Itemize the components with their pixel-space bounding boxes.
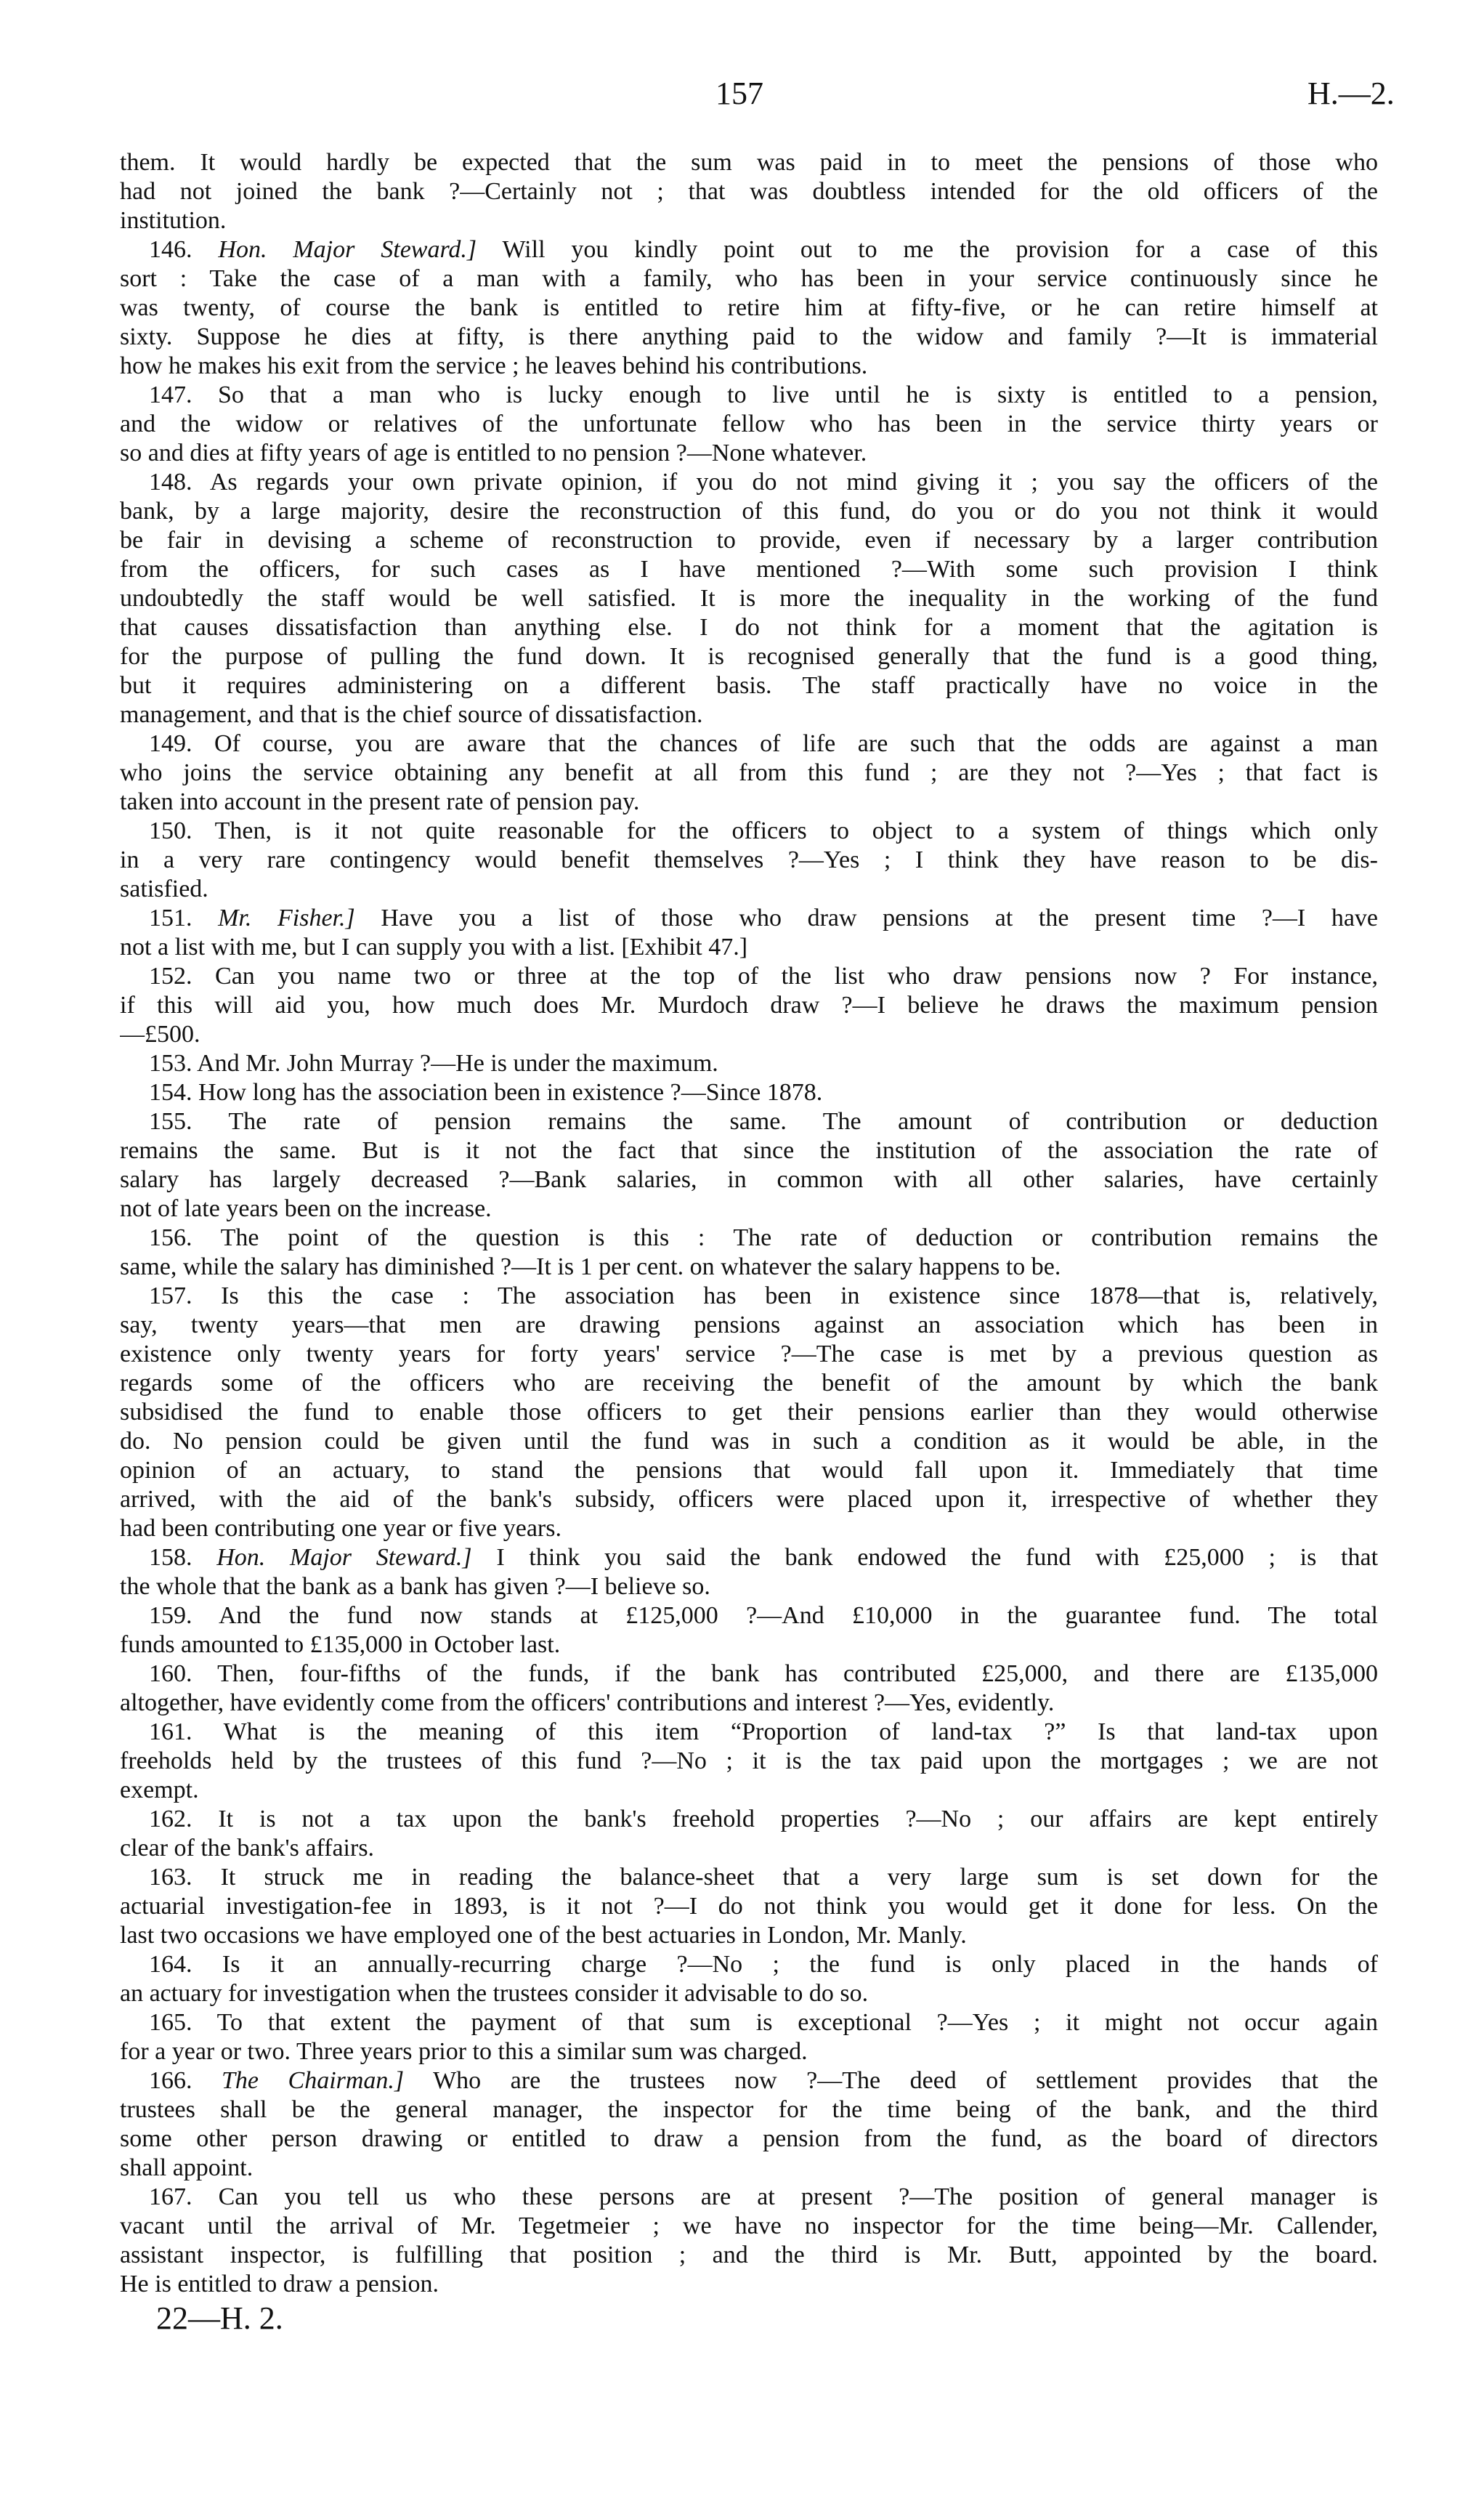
line-text: exempt. [120, 1777, 199, 1803]
line-text: satisfied. [120, 876, 208, 902]
line-text: for a year or two. Three years prior to this a similar sum was charged. [120, 2038, 808, 2065]
line-text: so and dies at fifty years of age is entitled to no pension ?—None whatever. [120, 440, 867, 466]
text-line [120, 1136, 1378, 1165]
line-text: not a list with me, but I can supply you with a list. [Exhibit 47.] [120, 934, 748, 961]
line-text: So that a man who is lucky enough to live until he is sixty is entitled to a pension, [217, 381, 1378, 408]
text-line [120, 642, 1378, 671]
text-line [120, 1747, 1378, 1776]
text-line [120, 148, 1378, 177]
question-paragraph [120, 729, 1378, 817]
text-line [120, 1485, 1378, 1514]
text-line [120, 1165, 1378, 1195]
question-number: 161. [149, 1718, 192, 1745]
text-line [120, 468, 1378, 497]
text-line [120, 1718, 1378, 1747]
page-number: 157 [715, 76, 763, 111]
line-text: arrived, with the aid of the bank's subsidy, officers were placed upon it, irrespective of whether they [120, 1486, 1378, 1513]
text-line [120, 1078, 1378, 1107]
line-text: What is the meaning of this item “Proportion of land-tax ?” Is that land-tax upon [223, 1718, 1378, 1745]
text-line [120, 1049, 1378, 1078]
line-text: not of late years been on the increase. [120, 1195, 492, 1222]
text-line [120, 1921, 1378, 1950]
line-text: say, twenty years—that men are drawing pensions against an association which has been in [120, 1311, 1378, 1338]
question-number: 154. [149, 1079, 192, 1106]
text-line [120, 2037, 1378, 2066]
line-text: He is entitled to draw a pension. [120, 2271, 439, 2297]
text-line [120, 700, 1378, 729]
text-line [120, 1805, 1378, 1834]
question-paragraph [120, 468, 1378, 729]
line-text: some other person drawing or entitled to draw a pension from the fund, as the board of directors [120, 2125, 1378, 2152]
question-number: 152. [149, 963, 192, 990]
text-line [120, 1863, 1378, 1892]
text-line [120, 1834, 1378, 1863]
speaker-name: Hon. Major Steward.] [218, 236, 477, 263]
speaker-name: Hon. Major Steward.] [216, 1544, 472, 1571]
line-text: Then, four-fifths of the funds, if the bank has contributed £25,000, and there are £135,000 [217, 1660, 1378, 1687]
text-line [120, 2183, 1378, 2212]
line-text: How long has the association been in existence ?—Since 1878. [198, 1079, 823, 1106]
line-text: actuarial investigation-fee in 1893, is it not ?—I do not think you would get it done for less. On the [120, 1893, 1378, 1920]
line-text: institution. [120, 207, 227, 234]
text-line [120, 206, 1378, 235]
text-line [120, 2270, 1378, 2299]
text-line [120, 729, 1378, 759]
line-text: do. No pension could be given until the fund was in such a condition as it would be able, in the [120, 1428, 1378, 1455]
line-text: them. It would hardly be expected that the sum was paid in to meet the pensions of those who [120, 149, 1378, 176]
question-number: 148. [149, 469, 192, 496]
text-line [120, 817, 1378, 846]
line-text: sixty. Suppose he dies at fifty, is there anything paid to the widow and family ?—It is immaterial [120, 323, 1378, 350]
line-text: remains the same. But is it not the fact that since the institution of the association the rate of [120, 1137, 1378, 1164]
question-number: 147. [149, 381, 192, 408]
line-text: taken into account in the present rate of pension pay. [120, 788, 640, 815]
line-text: Have you a list of those who draw pensions at the present time ?—I have [381, 905, 1378, 931]
text-line [120, 381, 1378, 410]
question-paragraph [120, 1107, 1378, 1224]
line-text: had been contributing one year or five years. [120, 1515, 561, 1542]
speaker-name: Mr. Fisher.] [218, 905, 355, 931]
text-line [120, 671, 1378, 700]
line-text: clear of the bank's affairs. [120, 1835, 375, 1862]
line-text: Is it an annually-recurring charge ?—No ; the fund is only placed in the hands of [222, 1951, 1378, 1978]
question-number: 160. [149, 1660, 192, 1687]
text-line [120, 177, 1378, 206]
text-line [120, 1601, 1378, 1630]
question-paragraph [120, 1718, 1378, 1805]
text-line [120, 2125, 1378, 2154]
line-text: salary has largely decreased ?—Bank salaries, in common with all other salaries, have certainly [120, 1166, 1378, 1193]
text-line [120, 2212, 1378, 2241]
text-line [120, 526, 1378, 555]
line-text: freeholds held by the trustees of this fund ?—No ; it is the tax paid upon the mortgages ; we are not [120, 1747, 1378, 1774]
question-number: 167. [149, 2183, 192, 2210]
text-line [120, 2241, 1378, 2270]
question-paragraph [120, 2008, 1378, 2066]
line-text: how he makes his exit from the service ; he leaves behind his contributions. [120, 352, 868, 379]
line-text: Who are the trustees now ?—The deed of settlement provides that the [433, 2067, 1378, 2094]
question-number: 146. [149, 236, 192, 263]
text-line [120, 1253, 1378, 1282]
text-line [120, 352, 1378, 381]
question-number: 151. [149, 905, 192, 931]
text-line [120, 410, 1378, 439]
text-line [120, 497, 1378, 526]
text-line [120, 788, 1378, 817]
text-line [120, 439, 1378, 468]
question-number: 156. [149, 1224, 192, 1251]
text-line [120, 933, 1378, 962]
question-number: 150. [149, 817, 192, 844]
text-line [120, 235, 1378, 264]
line-text: Of course, you are aware that the chances of life are such that the odds are against a man [214, 730, 1378, 757]
line-text: opinion of an actuary, to stand the pensions that would fall upon it. Immediately that time [120, 1457, 1378, 1484]
text-line [120, 759, 1378, 788]
question-number: 164. [149, 1951, 192, 1978]
line-text: if this will aid you, how much does Mr. Murdoch draw ?—I believe he draws the maximum pension [120, 992, 1378, 1019]
line-text: bank, by a large majority, desire the reconstruction of this fund, do you or do you not think it would [120, 498, 1378, 525]
text-line [120, 584, 1378, 613]
question-paragraph [120, 1078, 1378, 1107]
line-text: was twenty, of course the bank is entitled to retire him at fifty-five, or he can retire himself at [120, 294, 1378, 321]
text-line [120, 264, 1378, 294]
speaker-name: The Chairman.] [222, 2067, 405, 2094]
text-line [120, 1950, 1378, 1979]
line-text: To that extent the payment of that sum is exceptional ?—Yes ; it might not occur again [216, 2009, 1378, 2036]
text-line [120, 1369, 1378, 1398]
line-text: last two occasions we have employed one of the best actuaries in London, Mr. Manly. [120, 1922, 967, 1949]
question-paragraph [120, 904, 1378, 962]
text-line [120, 1107, 1378, 1136]
line-text: funds amounted to £135,000 in October last. [120, 1631, 561, 1658]
line-text: same, while the salary has diminished ?—It is 1 per cent. on whatever the salary happens to be. [120, 1253, 1061, 1280]
line-text: from the officers, for such cases as I have mentioned ?—With some such provision I think [120, 556, 1378, 583]
line-text: assistant inspector, is fulfilling that position ; and the third is Mr. Butt, appointed by the board. [120, 2242, 1378, 2268]
text-line [120, 875, 1378, 904]
line-text: vacant until the arrival of Mr. Tegetmeier ; we have no inspector for the time being—Mr. Callender, [120, 2212, 1378, 2239]
line-text: existence only twenty years for forty years' service ?—The case is met by a previous question as [120, 1341, 1378, 1367]
line-text: shall appoint. [120, 2154, 254, 2181]
question-paragraph [120, 381, 1378, 468]
text-line [120, 2154, 1378, 2183]
text-line [120, 294, 1378, 323]
line-text: —£500. [120, 1021, 200, 1048]
line-text: Can you tell us who these persons are at present ?—The position of general manager is [218, 2183, 1378, 2210]
question-paragraph [120, 1543, 1378, 1601]
text-line [120, 962, 1378, 991]
question-paragraph [120, 2183, 1378, 2299]
question-number: 157. [149, 1282, 192, 1309]
line-text: undoubtedly the staff would be well satisfied. It is more the inequality in the working of the fund [120, 585, 1378, 612]
line-text: As regards your own private opinion, if you do not mind giving it ; you say the officers of the [209, 469, 1378, 496]
question-paragraph [120, 1282, 1378, 1543]
line-text: for the purpose of pulling the fund down. It is recognised generally that the fund is a good thing, [120, 643, 1378, 670]
line-text: that causes dissatisfaction than anything else. I do not think for a moment that the agitation is [120, 614, 1378, 641]
text-line [120, 2008, 1378, 2037]
question-paragraph [120, 817, 1378, 904]
question-number: 158. [149, 1544, 192, 1571]
line-text: subsidised the fund to enable those officers to get their pensions earlier than they would otherwise [120, 1399, 1378, 1426]
text-line [120, 2095, 1378, 2125]
line-text: an actuary for investigation when the trustees consider it advisable to do so. [120, 1980, 869, 2007]
text-line [120, 323, 1378, 352]
question-number: 163. [149, 1864, 192, 1891]
question-number: 162. [149, 1806, 192, 1832]
question-number: 155. [149, 1108, 192, 1135]
line-text: management, and that is the chief source of dissatisfaction. [120, 701, 703, 728]
document-reference: H.—2. [1307, 76, 1395, 111]
text-line [120, 846, 1378, 875]
question-number: 159. [149, 1602, 192, 1629]
line-text: Can you name two or three at the top of the list who draw pensions now ? For instance, [215, 963, 1378, 990]
question-paragraph [120, 2066, 1378, 2183]
line-text: And Mr. John Murray ?—He is under the maximum. [197, 1050, 718, 1077]
text-line [120, 1892, 1378, 1921]
continuation-paragraph [120, 148, 1378, 235]
line-text: The point of the question is this : The rate of deduction or contribution remains the [220, 1224, 1378, 1251]
question-paragraph [120, 1601, 1378, 1660]
question-number: 166. [149, 2067, 192, 2094]
line-text: the whole that the bank as a bank has given ?—I believe so. [120, 1573, 710, 1600]
line-text: be fair in devising a scheme of reconstruction to provide, even if necessary by a larger contribution [120, 527, 1378, 554]
question-paragraph [120, 1805, 1378, 1863]
text-line [120, 1340, 1378, 1369]
line-text: sort : Take the case of a man with a family, who has been in your service continuously since he [120, 265, 1378, 292]
text-line [120, 1311, 1378, 1340]
line-text: It struck me in reading the balance-sheet that a very large sum is set down for the [220, 1864, 1378, 1891]
question-number: 149. [149, 730, 192, 757]
line-text: It is not a tax upon the bank's freehold properties ?—No ; our affairs are kept entirely [218, 1806, 1378, 1832]
text-line [120, 991, 1378, 1020]
text-line [120, 1282, 1378, 1311]
line-text: who joins the service obtaining any benefit at all from this fund ; are they not ?—Yes ; that fact is [120, 759, 1378, 786]
line-text: altogether, have evidently come from the officers' contributions and interest ?—Yes, evidently. [120, 1689, 1055, 1716]
line-text: Is this the case : The association has been in existence since 1878—that is, relatively, [221, 1282, 1378, 1309]
line-text: but it requires administering on a different basis. The staff practically have no voice in the [120, 672, 1378, 699]
text-line [120, 1195, 1378, 1224]
text-line [120, 2066, 1378, 2095]
line-text: had not joined the bank ?—Certainly not ; that was doubtless intended for the old officers of the [120, 178, 1378, 205]
line-text: in a very rare contingency would benefit themselves ?—Yes ; I think they have reason to be dis- [120, 846, 1378, 873]
text-line [120, 613, 1378, 642]
question-paragraph [120, 962, 1378, 1049]
signature-mark: 22—H. 2. [156, 2300, 283, 2336]
question-paragraph [120, 235, 1378, 381]
text-line [120, 1543, 1378, 1572]
text-line [120, 555, 1378, 584]
line-text: The rate of pension remains the same. The amount of contribution or deduction [228, 1108, 1378, 1135]
question-number: 153. [149, 1050, 192, 1077]
question-paragraph [120, 1224, 1378, 1282]
text-line [120, 1456, 1378, 1485]
question-paragraph [120, 1660, 1378, 1718]
line-text: regards some of the officers who are receiving the benefit of the amount by which the bank [120, 1370, 1378, 1397]
text-line [120, 1776, 1378, 1805]
text-line [120, 1020, 1378, 1049]
text-line [120, 904, 1378, 933]
text-line [120, 1660, 1378, 1689]
document-body [120, 148, 1378, 2299]
line-text: Then, is it not quite reasonable for the officers to object to a system of things which only [214, 817, 1378, 844]
question-number: 165. [149, 2009, 192, 2036]
text-line [120, 1514, 1378, 1543]
line-text: Will you kindly point out to me the provision for a case of this [502, 236, 1378, 263]
text-line [120, 1572, 1378, 1601]
text-line [120, 1979, 1378, 2008]
text-line [120, 1427, 1378, 1456]
question-paragraph [120, 1950, 1378, 2008]
line-text: And the fund now stands at £125,000 ?—And £10,000 in the guarantee fund. The total [218, 1602, 1378, 1629]
text-line [120, 1224, 1378, 1253]
question-paragraph [120, 1863, 1378, 1950]
line-text: trustees shall be the general manager, the inspector for the time being of the bank, and the third [120, 2096, 1378, 2123]
line-text: and the widow or relatives of the unfortunate fellow who has been in the service thirty years or [120, 411, 1378, 437]
question-paragraph [120, 1049, 1378, 1078]
text-line [120, 1689, 1378, 1718]
text-line [120, 1630, 1378, 1660]
text-line [120, 1398, 1378, 1427]
line-text: I think you said the bank endowed the fund with £25,000 ; is that [496, 1544, 1378, 1571]
